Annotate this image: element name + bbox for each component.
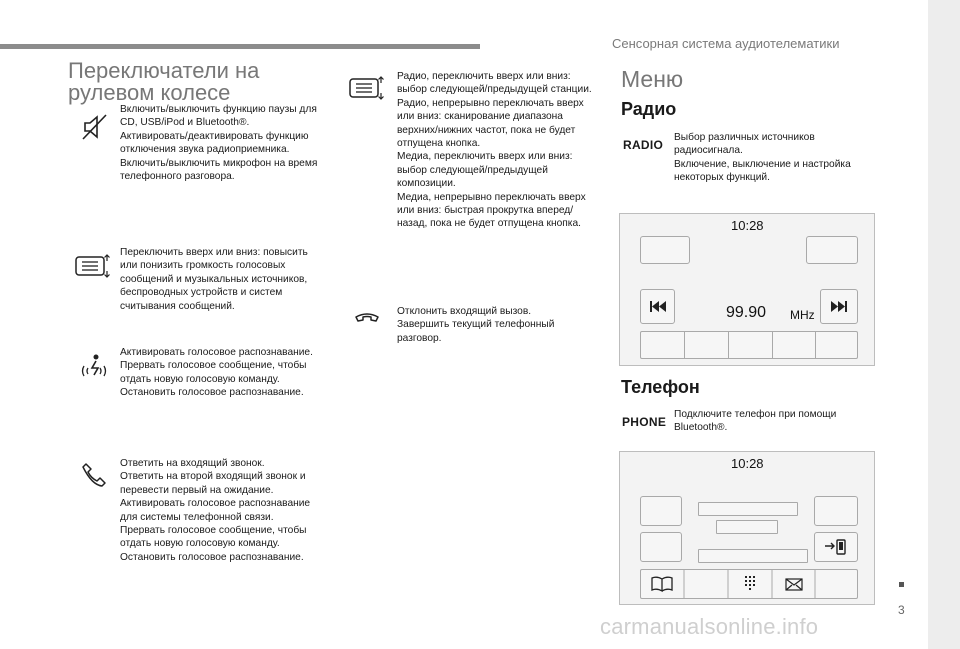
radio-label-icon: RADIO (623, 138, 664, 152)
phone-screen-field-1 (698, 502, 798, 516)
phone-hangup-icon (352, 304, 382, 334)
section-title: Переключатели на рулевом колесе (68, 58, 260, 105)
left-item-1-text: Включить/выключить функцию паузы для CD, USB/iPod и Bluetooth®. Активировать/деактивировать функцию отключения звука радиоприемника. Включить/выключить микрофон на время телефонного разговора. (120, 104, 318, 183)
phone-answer-icon (80, 460, 110, 490)
envelope-icon (786, 579, 802, 590)
radio-screen-bottom-bar (640, 331, 858, 359)
watermark: carmanualsonline.info (600, 614, 819, 639)
phone-screen (619, 451, 875, 605)
phone-screen-button-right-top[interactable] (814, 496, 858, 526)
phone-description: Подключите телефон при помощи Bluetooth®. (674, 409, 837, 434)
mute-speaker-icon (80, 112, 110, 142)
radio-frequency: 99.90 (726, 304, 767, 321)
contacts-book-icon (652, 577, 672, 591)
radio-frequency-unit: MHz (790, 308, 815, 322)
radio-description: Выбор различных источников радиосигнала. Включение, выключение и настройка некоторых функций. (674, 132, 851, 184)
phone-connect-icon (815, 533, 857, 561)
phone-connect-button[interactable] (814, 532, 858, 562)
radio-screen (619, 213, 875, 366)
previous-icon (641, 290, 674, 323)
top-rule (0, 44, 480, 49)
phone-screen-bottom-bar (640, 569, 858, 599)
previous-track-button[interactable] (640, 289, 675, 324)
phone-screen-button-left-bottom[interactable] (640, 532, 682, 562)
phone-heading: Телефон (621, 377, 700, 397)
phone-screen-time: 10:28 (731, 456, 764, 471)
right-sidebar (928, 0, 960, 649)
next-icon (821, 290, 857, 323)
phone-screen-field-3 (698, 549, 808, 563)
next-track-button[interactable] (820, 289, 858, 324)
middle-item-1-text: Радио, переключить вверх или вниз: выбор следующей/предыдущей станции. Радио, непрерывно переключать вверх или вниз: сканирование диапазона верхних/нижних частот, пока не будет отпущена кнопка. Медиа, переключить вверх или вниз: выбор следующей/предыдущей композиции. Медиа, непрерывно переключать вверх или вниз: быстрая прокрутка вперед/назад, пока не будет отпущена кнопка. (397, 71, 592, 230)
page-number: 3 (898, 603, 905, 617)
radio-screen-preset-left[interactable] (640, 236, 690, 264)
radio-screen-preset-right[interactable] (806, 236, 858, 264)
voice-command-icon (80, 352, 110, 382)
section-marker (899, 582, 904, 587)
left-item-2-text: Переключить вверх или вниз: повысить или понизить громкость голосовых сообщений и музыкальных источников, беспроводных устройств и систем считывания сообщений. (120, 247, 308, 312)
middle-item-2-text: Отклонить входящий вызов. Завершить текущий телефонный разговор. (397, 306, 555, 344)
radio-heading: Радио (621, 99, 677, 119)
header-title: Сенсорная система аудиотелематики (612, 36, 840, 51)
volume-wheel-icon (74, 251, 112, 281)
left-item-3-text: Активировать голосовое распознавание. Прервать голосовое сообщение, чтобы отдать новую голосовую команду. Остановить голосовое распознавание. (120, 347, 313, 399)
radio-screen-time: 10:28 (731, 218, 764, 233)
keypad-icon (745, 576, 755, 590)
menu-title: Меню (621, 66, 684, 92)
phone-screen-bottom-icons (641, 570, 857, 598)
scroll-wheel-icon (348, 73, 386, 103)
phone-label-icon: PHONE (622, 415, 667, 429)
phone-screen-button-left-top[interactable] (640, 496, 682, 526)
phone-screen-field-2 (716, 520, 778, 534)
left-item-4-text: Ответить на входящий звонок. Ответить на второй входящий звонок и перевести первый на ожидание. Активировать голосовое распознавание для системы телефонной связи. Прервать голосовое сообщение, чтобы отдать новую голосовую команду. Остановить голосовое распознавание. (120, 458, 311, 563)
